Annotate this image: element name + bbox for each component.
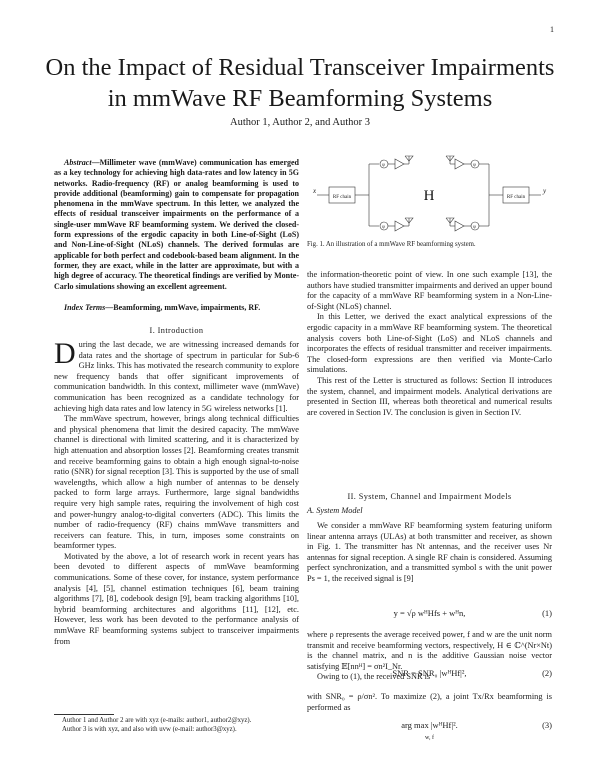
- figure-caption: Fig. 1. An illustration of a mmWave RF beamforming system.: [307, 241, 476, 248]
- equation-2-number: (2): [542, 668, 552, 678]
- footnote-1: Author 1 and Author 2 are with xyz (e-mails: author1, author2@xyz).: [62, 717, 252, 724]
- intro-paragraph-2: The mmWave spectrum, however, brings along technical difficulties and physical phenomena that limit the desired capacity. The mmWave channel is directional with limited scattering, and it is characterized by high attenuation and absorption losses [2]. Beamforming creates transmit and receive beamforming gains to obtain a high enough signal-to-noise ratio (SNR) for signal reception [3]. This is supported by the use of small wavelengths, which allow a high number of antennas to be densely packed to form large arrays. Furthermore, large signal bandwidths require very high sample rates, requiring the involvement of high cost and power-hungry analog-to-digital converters (ADC). This limits the number of radio-frequency (RF) chains mmWave transmitters and receivers can feature. This, in turn, imposes some constraints on beamformer types.: [54, 414, 299, 551]
- subsection-a-heading: A. System Model: [307, 506, 363, 515]
- footnote-2: Author 3 is with xyz, and also with uvw (e-mail: author3@xyz).: [62, 726, 237, 733]
- tx-signal-label: x: [313, 187, 317, 195]
- right-paragraph-1: the information-theoretic point of view. In one such example [13], the authors have studied transmitter impairments and derived an upper bound for the capacity of a mmWave RF beamforming system in a Non-Line-of-Sight (NLoS) channel.: [307, 270, 552, 311]
- svg-text:φ: φ: [473, 225, 476, 230]
- rx-branch-bottom: [446, 218, 489, 231]
- rx-branch-top: [446, 156, 489, 169]
- footnote-rule: [54, 714, 114, 715]
- section-1-heading: I. Introduction: [149, 326, 204, 335]
- drop-cap: D: [54, 337, 76, 370]
- footnotes: [54, 716, 299, 734]
- page-number: 1: [550, 25, 554, 34]
- right-paragraph-2: In this Letter, we derived the exact analytical expressions of the ergodic capacity in a mmWave RF beamforming system. The theoretical analysis covers both Line-of-Sight (LoS) and NLoS channels and incorporates the effects of residual transmitter and receiver impairments. The closed-form expressions are then verified via Monte-Carlo simulations.: [307, 312, 552, 375]
- intro-paragraph-3: Motivated by the above, a lot of research work in recent years has been devoted to different aspects of mmWave beamforming communications. Some of these cover, for instance, system performance analysis [4], [5], channel estimation techniques [6], beam training algorithms [7], [8], codebook design [9], beam tracking algorithms [10], hybrid beamforming architectures and algorithms [11], [12], etc. However, less work has been devoted to the performance analysis of mmWave RF beamforming systems subject to transceiver impairments from: [54, 551, 299, 646]
- rx-rf-chain-label: RF chain: [506, 195, 526, 200]
- system-model-paragraph-4: with SNR₀ = ρ/σn². To maximize (2), a joint Tx/Rx beamforming is performed as: [307, 692, 552, 712]
- index-terms: [54, 303, 299, 313]
- index-terms-text: —Beamforming, mmWave, impairments, RF.: [105, 303, 261, 312]
- equation-3-body: arg max |wᴴHf|².: [401, 720, 458, 730]
- equation-1-number: (1): [542, 608, 552, 618]
- abstract-label: Abstract: [64, 158, 92, 167]
- paper-title: [20, 52, 580, 114]
- title-line-2: in mmWave RF Beamforming Systems: [107, 85, 493, 112]
- introduction-body: [54, 337, 299, 647]
- right-column-intro: [307, 270, 552, 418]
- title-line-1: On the Impact of Residual Transceiver Impairments: [45, 54, 555, 81]
- system-model-paragraph-2: where ρ represents the average received power, f and w are the unit norm transmit and receive beamforming vectors, respectively, H ∈ ℂ^(Nr×Nt) is the channel matrix, and n is the additive Gaussian noise vector satisfying 𝔼[nnᴴ] = σn²I_Nr. Owing to (1), the received SNR is: [307, 630, 552, 682]
- abstract: [54, 158, 299, 292]
- section-2-heading: II. System, Channel and Impairment Models: [347, 492, 512, 501]
- equation-1-body: y = √ρ wᴴHfs + wᴴn,: [393, 608, 466, 618]
- svg-text:φ: φ: [382, 163, 385, 168]
- abstract-text: —Millimeter wave (mmWave) communication has emerged as a key technology for achieving high data-rates and low latency in 5G networks. Radio-frequency (RF) or analog beamforming is used to provide additional (beamforming) gain to compensate for propagation phenomena in the mmWave spectrum. In this letter, we analyzed the effects of residual transceiver impairments on the performance of a single-user mmWave RF beamforming system. We derived the closed-form expressions of the ergodic capacity in both Line-of-Sight (LoS) and Non-Line-of-Sight (NLoS) channels. The derived formulas are applicable for both perfect and codebook-based beam alignment. In the former, they are exact, while in the latter are approximate, but with a high degree of accuracy. The theoretical findings are verified by Monte-Carlo simulations showing an excellent agreement.: [54, 158, 299, 291]
- equation-2-body: SNR = SNR₀ |wᴴHf|²,: [392, 668, 467, 678]
- tx-branch-bottom: [380, 218, 413, 231]
- system-model-paragraph-3: Owing to (1), the received SNR is: [317, 672, 431, 682]
- equation-3-number: (3): [542, 720, 552, 730]
- right-paragraph-3: This rest of the Letter is structured as follows: Section II introduces the system, channel, and impairment models. Analytical derivations are presented in Section III, whereas both theoretical and numerical results are covered in Section IV. The conclusion is given in Section IV.: [307, 375, 552, 417]
- intro-paragraph-1: uring the last decade, we are witnessing increased demands for data rates and the shortage of spectrum in particular for Sub-6 GHz links. This has motivated the research community to explore new frequency bands that offer significant improvements of communication bandwidth. In this context, millimeter wave (mmWave) communication has been recognized as a candidate technology for achieving high data rates and low latency in 5G wireless networks [1].: [54, 340, 299, 413]
- system-model-paragraph-1: We consider a mmWave RF beamforming system featuring uniform linear antenna arrays (ULAs) at both transmitter and receiver, as shown in Fig. 1. The transmitter has Nt antennas, and the receiver uses Nr antennas for signal reception. A single RF chain is considered. Assuming perfect synchronization, and a transmitted symbol s with the unit power Ps = 1, the received signal is [9]: [307, 521, 552, 583]
- index-terms-label: Index Terms: [64, 303, 106, 312]
- beamforming-system-figure: [307, 152, 552, 238]
- rx-signal-label: y: [543, 187, 547, 195]
- author-list: Author 1, Author 2, and Author 3: [230, 117, 370, 128]
- tx-rf-chain-label: RF chain: [332, 195, 352, 200]
- channel-matrix-label: H: [423, 188, 435, 204]
- svg-text:φ: φ: [382, 225, 385, 230]
- svg-text:φ: φ: [473, 163, 476, 168]
- tx-branch-top: [380, 156, 413, 169]
